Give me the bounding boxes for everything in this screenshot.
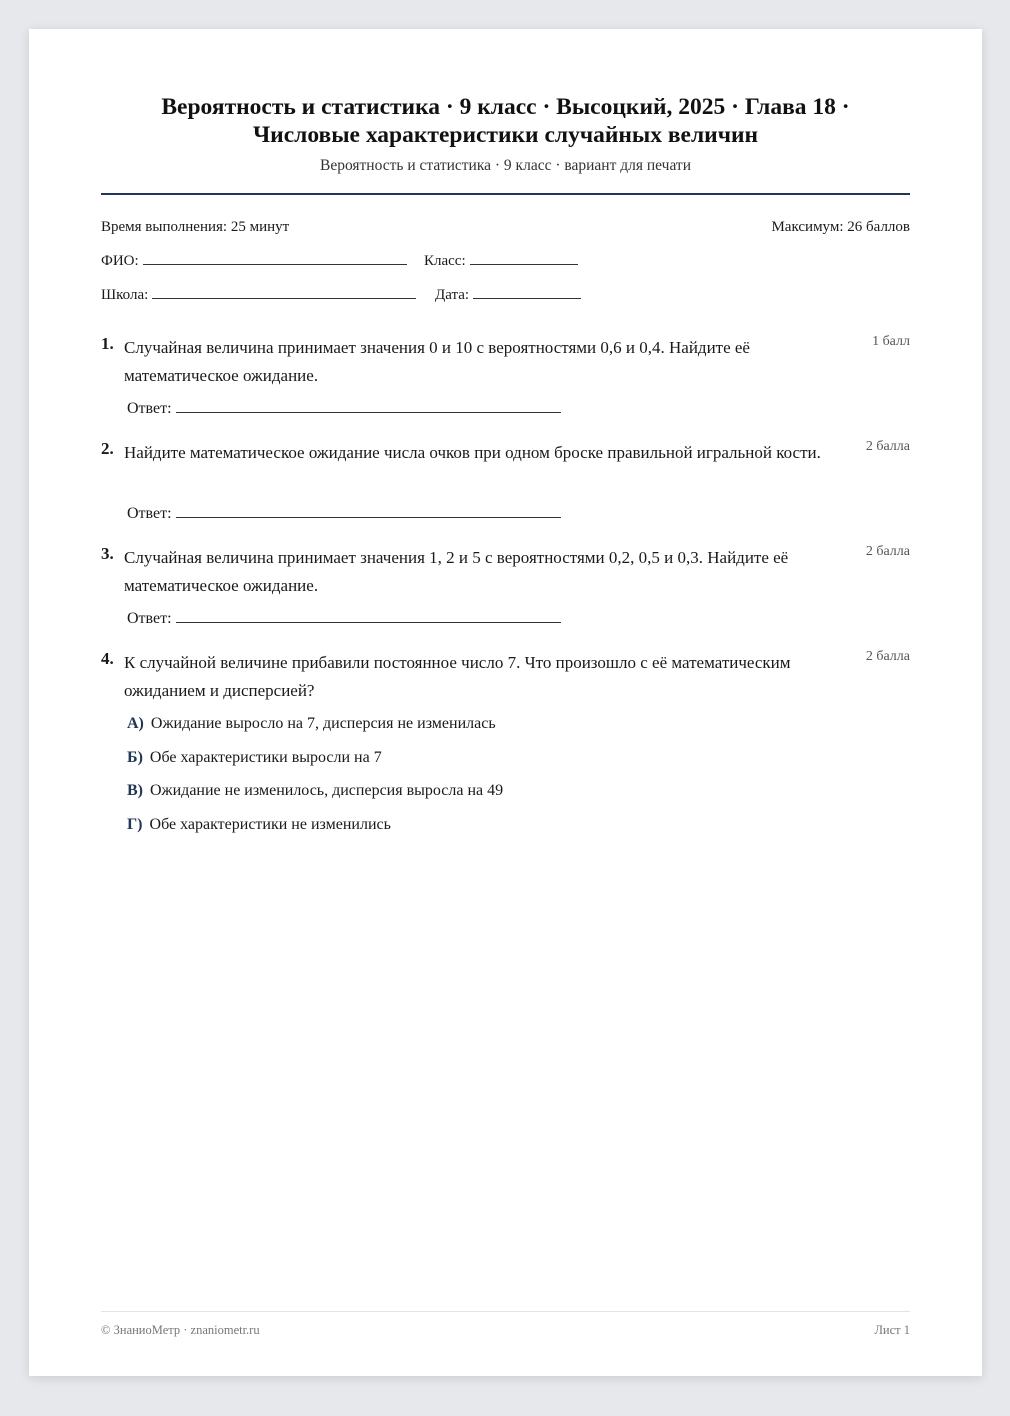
question-text: Случайная величина принимает значения 0 и 10 с вероятностями 0,6 и 0,4. Найдите её математическое ожидание. (124, 338, 750, 385)
paper-sheet (29, 29, 982, 1376)
question-points: 2 балла (865, 544, 910, 559)
answer-label: Ответ: (127, 400, 172, 417)
answer-field[interactable] (127, 504, 561, 523)
school-label: Школа: (101, 287, 149, 303)
answer-field[interactable] (127, 609, 561, 628)
school-field[interactable] (101, 286, 416, 304)
option-b[interactable] (127, 749, 382, 767)
question-number: 2. (101, 439, 114, 458)
option-g[interactable] (127, 816, 391, 834)
fio-label: ФИО: (101, 253, 139, 269)
sheet-content (101, 29, 910, 1376)
option-letter: В) (127, 782, 143, 799)
question-points: 1 балл (872, 334, 910, 349)
title-line-1: Вероятность и статистика · 9 класс · Высоцкий, 2025 · Глава 18 · (161, 94, 850, 120)
option-a[interactable] (127, 715, 496, 733)
footer-divider (101, 1311, 910, 1312)
option-v[interactable] (127, 782, 503, 800)
option-text: Ожидание не изменилось, дисперсия выросла на 49 (150, 782, 504, 799)
class-field[interactable] (424, 252, 578, 270)
footer-copyright: © ЗнаниоМетр · znaniometr.ru (101, 1323, 260, 1337)
school-line[interactable] (152, 286, 416, 299)
max-score: Максимум: 26 баллов (771, 219, 910, 235)
class-label: Класс: (424, 253, 466, 269)
footer-page-number: Лист 1 (874, 1323, 910, 1337)
question-points: 2 балла (865, 439, 910, 454)
answer-line[interactable] (176, 399, 561, 413)
option-text: Ожидание выросло на 7, дисперсия не изменилась (150, 715, 496, 732)
answer-line[interactable] (176, 609, 561, 623)
fio-field[interactable] (101, 252, 407, 270)
answer-label: Ответ: (127, 505, 172, 522)
option-letter: Б) (127, 749, 143, 766)
question-points: 2 балла (865, 649, 910, 664)
question-text: Случайная величина принимает значения 1, 2 и 5 с вероятностями 0,2, 0,5 и 0,3. Найдите её математическое ожидание. (124, 548, 789, 595)
answer-line[interactable] (176, 504, 561, 518)
answer-field[interactable] (127, 399, 561, 418)
time-limit: Время выполнения: 25 минут (101, 219, 290, 235)
question-text: К случайной величине прибавили постоянное число 7. Что произошло с её математическим ожиданием и дисперсией? (124, 653, 791, 700)
question-number: 4. (101, 649, 114, 668)
page-subtitle: Вероятность и статистика · 9 класс · вариант для печати (319, 157, 691, 174)
date-field[interactable] (435, 286, 581, 304)
title-line-2: Числовые характеристики случайных величин (252, 122, 759, 148)
answer-label: Ответ: (127, 610, 172, 627)
option-letter: Г) (127, 816, 143, 833)
date-line[interactable] (473, 286, 581, 299)
page-title (101, 93, 910, 149)
date-label: Дата: (435, 287, 470, 303)
question-text: Найдите математическое ожидание числа очков при одном броске правильной игральной кости. (124, 443, 821, 462)
question-number: 1. (101, 334, 114, 353)
option-letter: А) (127, 715, 144, 732)
question-number: 3. (101, 544, 114, 563)
class-line[interactable] (470, 252, 578, 265)
option-text: Обе характеристики выросли на 7 (149, 749, 382, 766)
option-text: Обе характеристики не изменились (149, 816, 391, 833)
header-divider (101, 193, 910, 195)
fio-line[interactable] (143, 252, 407, 265)
